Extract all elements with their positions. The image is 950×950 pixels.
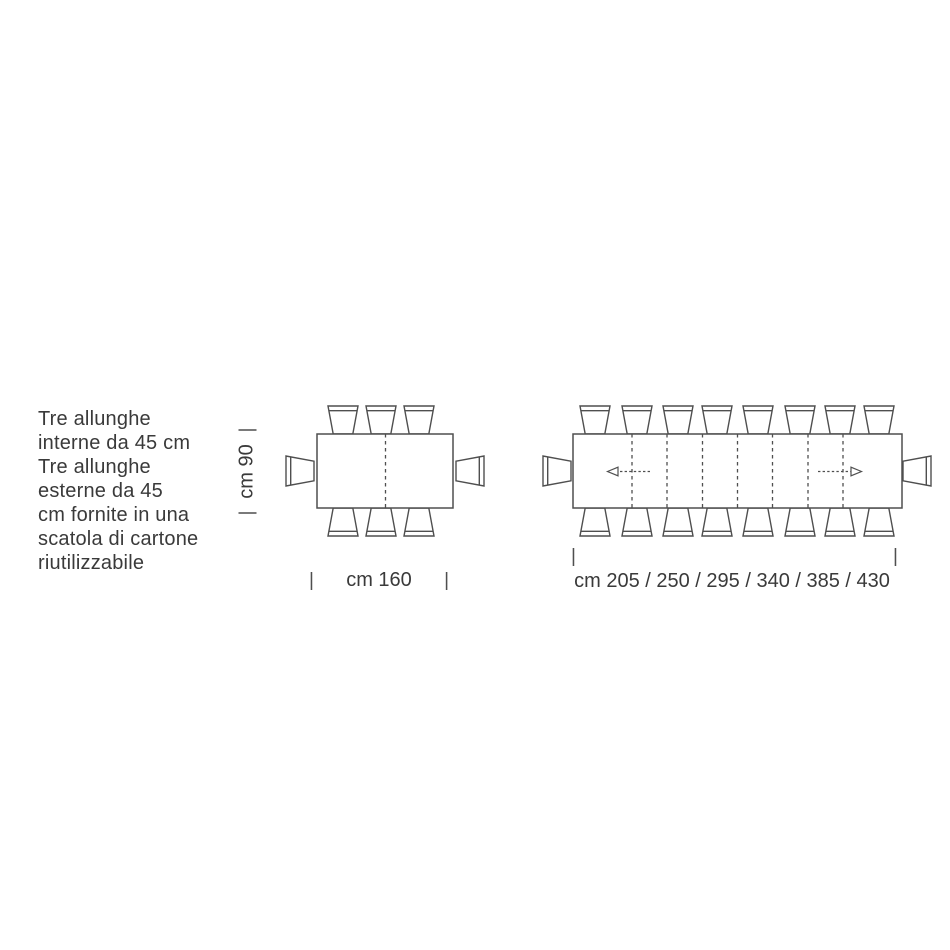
chair-icon: [404, 508, 434, 536]
chair-icon: [743, 508, 773, 536]
chair-icon: [663, 406, 693, 434]
dimension-tick: |: [893, 546, 898, 567]
chair-icon: [366, 406, 396, 434]
chair-icon: [622, 508, 652, 536]
chair-icon: [785, 406, 815, 434]
small-table-group: [286, 406, 484, 536]
small-table-width-dimension: [309, 569, 449, 592]
chair-icon: [785, 508, 815, 536]
dimension-tick: |: [309, 569, 314, 591]
chair-icon: [702, 508, 732, 536]
chair-icon: [864, 406, 894, 434]
chair-icon: [622, 406, 652, 434]
chair-icon: [663, 508, 693, 536]
dimension-tick: |: [236, 427, 257, 433]
chair-icon: [903, 456, 931, 486]
note-line: esterne da 45: [38, 480, 163, 502]
chair-icon: [543, 456, 571, 486]
note-line: Tre allunghe: [38, 456, 151, 478]
small-width-value: cm 160: [346, 569, 412, 591]
chair-icon: [580, 508, 610, 536]
chair-icon: [328, 406, 358, 434]
chair-icon: [580, 406, 610, 434]
chair-icon: [328, 508, 358, 536]
chair-icon: [366, 508, 396, 536]
chair-icon: [702, 406, 732, 434]
dimension-tick: |: [444, 569, 449, 591]
note-line: Tre allunghe: [38, 408, 151, 430]
chair-icon: [864, 508, 894, 536]
chair-icon: [825, 508, 855, 536]
note-line: riutilizzabile: [38, 552, 145, 574]
chair-icon: [456, 456, 484, 486]
large-table-group: [543, 406, 931, 536]
chair-icon: [743, 406, 773, 434]
note-line: scatola di cartone: [38, 528, 199, 550]
chair-icon: [286, 456, 314, 486]
dimension-tick: |: [571, 546, 576, 567]
chair-icon: [404, 406, 434, 434]
large-width-value: cm 205 / 250 / 295 / 340 / 385 / 430: [574, 570, 890, 592]
dimension-tick: |: [236, 510, 257, 516]
depth-dimension-value: cm 90: [235, 444, 258, 499]
chair-icon: [825, 406, 855, 434]
note-line: cm fornite in una: [38, 504, 190, 526]
note-line: interne da 45 cm: [38, 432, 191, 454]
